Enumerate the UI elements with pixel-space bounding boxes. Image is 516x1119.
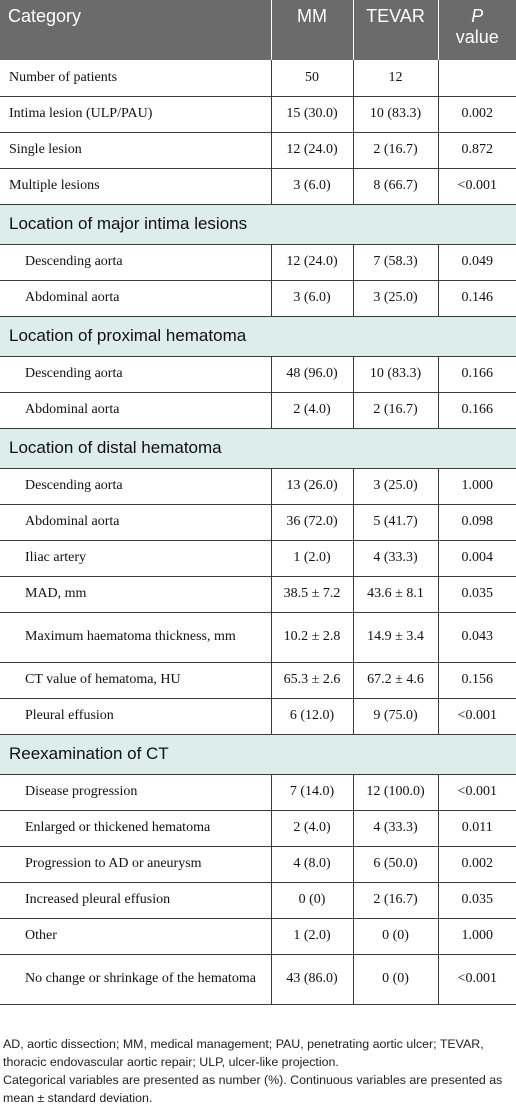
section-label: Location of major intima lesions bbox=[0, 204, 516, 244]
table-row bbox=[0, 540, 516, 576]
cell-mm: 12 (24.0) bbox=[271, 132, 353, 168]
table-row bbox=[0, 60, 516, 96]
section-label: Reexamination of CT bbox=[0, 734, 516, 774]
cell-p-value: <0.001 bbox=[438, 774, 516, 810]
table-row bbox=[0, 576, 516, 612]
table-row bbox=[0, 612, 516, 662]
row-label: Abdominal aorta bbox=[0, 392, 271, 428]
header-p-word: value bbox=[455, 27, 499, 47]
cell-tevar: 0 (0) bbox=[353, 918, 438, 954]
row-label: Increased pleural effusion bbox=[0, 882, 271, 918]
table-row bbox=[0, 662, 516, 698]
cell-p-value: 0.049 bbox=[438, 244, 516, 280]
header-mm: MM bbox=[271, 0, 353, 60]
cell-p-value: 0.004 bbox=[438, 540, 516, 576]
row-label: Maximum haematoma thickness, mm bbox=[0, 612, 271, 662]
row-label: CT value of hematoma, HU bbox=[0, 662, 271, 698]
cell-p-value: 0.035 bbox=[438, 882, 516, 918]
cell-p-value: 0.166 bbox=[438, 356, 516, 392]
row-label: Single lesion bbox=[0, 132, 271, 168]
cell-tevar: 10 (83.3) bbox=[353, 96, 438, 132]
cell-p-value: 0.146 bbox=[438, 280, 516, 316]
table-row bbox=[0, 392, 516, 428]
cell-tevar: 6 (50.0) bbox=[353, 846, 438, 882]
header-row bbox=[0, 0, 516, 60]
footnotes bbox=[3, 1035, 515, 1107]
header-tevar: TEVAR bbox=[353, 0, 438, 60]
cell-tevar: 2 (16.7) bbox=[353, 132, 438, 168]
section-label: Location of proximal hematoma bbox=[0, 316, 516, 356]
cell-tevar: 4 (33.3) bbox=[353, 810, 438, 846]
cell-mm: 7 (14.0) bbox=[271, 774, 353, 810]
section-row bbox=[0, 316, 516, 356]
cell-p-value: 0.011 bbox=[438, 810, 516, 846]
row-label: Iliac artery bbox=[0, 540, 271, 576]
header-category: Category bbox=[0, 0, 271, 60]
cell-tevar: 67.2 ± 4.6 bbox=[353, 662, 438, 698]
row-label: Number of patients bbox=[0, 60, 271, 96]
cell-mm: 50 bbox=[271, 60, 353, 96]
row-label: Descending aorta bbox=[0, 244, 271, 280]
cell-tevar: 9 (75.0) bbox=[353, 698, 438, 734]
cell-tevar: 5 (41.7) bbox=[353, 504, 438, 540]
row-label: Progression to AD or aneurysm bbox=[0, 846, 271, 882]
row-label: Multiple lesions bbox=[0, 168, 271, 204]
cell-p-value: 0.002 bbox=[438, 96, 516, 132]
cell-p-value: 0.035 bbox=[438, 576, 516, 612]
cell-mm: 36 (72.0) bbox=[271, 504, 353, 540]
row-label: Intima lesion (ULP/PAU) bbox=[0, 96, 271, 132]
cell-mm: 1 (2.0) bbox=[271, 540, 353, 576]
cell-tevar: 10 (83.3) bbox=[353, 356, 438, 392]
row-label: Abdominal aorta bbox=[0, 504, 271, 540]
cell-mm: 43 (86.0) bbox=[271, 954, 353, 1004]
cell-p-value: 0.043 bbox=[438, 612, 516, 662]
section-row bbox=[0, 204, 516, 244]
cell-tevar: 4 (33.3) bbox=[353, 540, 438, 576]
header-p-letter: P bbox=[471, 6, 484, 26]
cell-p-value: 0.002 bbox=[438, 846, 516, 882]
table-row bbox=[0, 774, 516, 810]
table-body bbox=[0, 60, 516, 1004]
table-row bbox=[0, 810, 516, 846]
cell-p-value: 0.098 bbox=[438, 504, 516, 540]
table-row bbox=[0, 468, 516, 504]
row-label: Pleural effusion bbox=[0, 698, 271, 734]
cell-tevar: 7 (58.3) bbox=[353, 244, 438, 280]
cell-tevar: 43.6 ± 8.1 bbox=[353, 576, 438, 612]
cell-tevar: 3 (25.0) bbox=[353, 280, 438, 316]
cell-p-value: 1.000 bbox=[438, 918, 516, 954]
cell-mm: 65.3 ± 2.6 bbox=[271, 662, 353, 698]
cell-mm: 2 (4.0) bbox=[271, 810, 353, 846]
table-row bbox=[0, 132, 516, 168]
table-row bbox=[0, 698, 516, 734]
table-row bbox=[0, 168, 516, 204]
cell-mm: 15 (30.0) bbox=[271, 96, 353, 132]
cell-mm: 3 (6.0) bbox=[271, 280, 353, 316]
cell-mm: 4 (8.0) bbox=[271, 846, 353, 882]
table-row bbox=[0, 918, 516, 954]
cell-mm: 10.2 ± 2.8 bbox=[271, 612, 353, 662]
cell-tevar: 2 (16.7) bbox=[353, 882, 438, 918]
cell-p-value: <0.001 bbox=[438, 954, 516, 1004]
table-row bbox=[0, 954, 516, 1004]
cell-tevar: 12 bbox=[353, 60, 438, 96]
cell-p-value: 0.166 bbox=[438, 392, 516, 428]
table-row bbox=[0, 96, 516, 132]
cell-mm: 3 (6.0) bbox=[271, 168, 353, 204]
cell-mm: 0 (0) bbox=[271, 882, 353, 918]
cell-mm: 1 (2.0) bbox=[271, 918, 353, 954]
row-label: Other bbox=[0, 918, 271, 954]
cell-tevar: 3 (25.0) bbox=[353, 468, 438, 504]
footnote-abbreviations: AD, aortic dissection; MM, medical management; PAU, penetrating aortic ulcer; TEVAR, thoracic endovascular aortic repair; ULP, ulcer-like projection. bbox=[3, 1037, 484, 1069]
cell-tevar: 2 (16.7) bbox=[353, 392, 438, 428]
section-row bbox=[0, 734, 516, 774]
cell-mm: 12 (24.0) bbox=[271, 244, 353, 280]
cell-mm: 6 (12.0) bbox=[271, 698, 353, 734]
row-label: Descending aorta bbox=[0, 356, 271, 392]
table-row bbox=[0, 280, 516, 316]
cell-tevar: 0 (0) bbox=[353, 954, 438, 1004]
cell-p-value: 1.000 bbox=[438, 468, 516, 504]
row-label: No change or shrinkage of the hematoma bbox=[0, 954, 271, 1004]
cell-p-value: 0.156 bbox=[438, 662, 516, 698]
table-row bbox=[0, 504, 516, 540]
row-label: Disease progression bbox=[0, 774, 271, 810]
row-label: Abdominal aorta bbox=[0, 280, 271, 316]
table-row bbox=[0, 846, 516, 882]
cell-mm: 48 (96.0) bbox=[271, 356, 353, 392]
cell-p-value bbox=[438, 60, 516, 96]
cell-p-value: <0.001 bbox=[438, 698, 516, 734]
cell-p-value: <0.001 bbox=[438, 168, 516, 204]
cell-mm: 13 (26.0) bbox=[271, 468, 353, 504]
table-row bbox=[0, 244, 516, 280]
cell-mm: 2 (4.0) bbox=[271, 392, 353, 428]
section-label: Location of distal hematoma bbox=[0, 428, 516, 468]
table-row bbox=[0, 882, 516, 918]
cell-tevar: 8 (66.7) bbox=[353, 168, 438, 204]
section-row bbox=[0, 428, 516, 468]
row-label: Enlarged or thickened hematoma bbox=[0, 810, 271, 846]
cell-mm: 38.5 ± 7.2 bbox=[271, 576, 353, 612]
cell-tevar: 14.9 ± 3.4 bbox=[353, 612, 438, 662]
row-label: MAD, mm bbox=[0, 576, 271, 612]
footnote-variables: Categorical variables are presented as number (%). Continuous variables are presented as mean ± standard deviation. bbox=[3, 1073, 503, 1105]
cell-p-value: 0.872 bbox=[438, 132, 516, 168]
cell-tevar: 12 (100.0) bbox=[353, 774, 438, 810]
row-label: Descending aorta bbox=[0, 468, 271, 504]
header-p-value bbox=[438, 0, 516, 60]
table-row bbox=[0, 356, 516, 392]
